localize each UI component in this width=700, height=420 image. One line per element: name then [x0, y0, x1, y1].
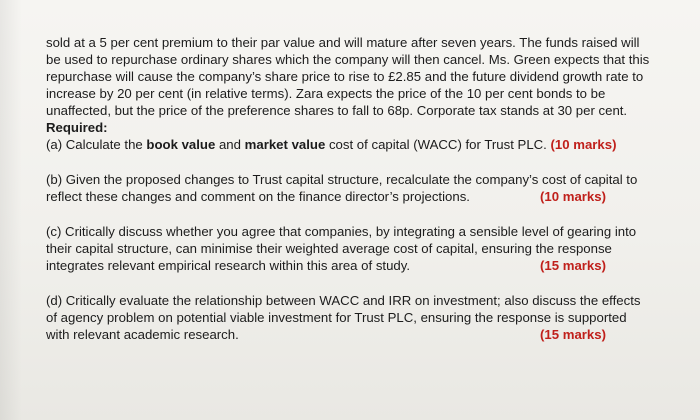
- question-d-marks: (15 marks): [540, 327, 606, 342]
- required-heading: Required:: [46, 120, 108, 135]
- intro-line: repurchase will cause the company’s share price to rise to £2.85 and the future dividend growth rate to: [46, 69, 644, 84]
- question-b-line: (b) Given the proposed changes to Trust capital structure, recalculate the company’s cost of capital to: [46, 172, 638, 187]
- question-b: [46, 171, 656, 205]
- question-d: [46, 292, 656, 343]
- intro-line: increase by 20 per cent (in relative terms). Zara expects the price of the 10 per cent bonds to be: [46, 86, 606, 101]
- intro-paragraph: [46, 34, 656, 136]
- question-d-line: (d) Critically evaluate the relationship between WACC and IRR on investment; also discuss the effects: [46, 293, 641, 308]
- question-c-line: their capital structure, can minimise their weighted average cost of capital, ensuring the response: [46, 241, 612, 256]
- question-a-marks: (10 marks): [550, 137, 617, 152]
- question-a-book-value: book value: [146, 137, 216, 152]
- intro-line: unaffected, but the price of the preference shares to fall to 68p. Corporate tax stands at 30 per cent.: [46, 103, 628, 118]
- question-d-line-wrap: [46, 326, 656, 343]
- question-d-line: of agency problem on potential viable investment for Trust PLC, ensuring the response is supported: [46, 310, 627, 325]
- question-b-line-wrap: [46, 188, 656, 205]
- page-shadow: [0, 0, 22, 420]
- question-a-market-value: market value: [244, 137, 326, 152]
- question-a-suffix: cost of capital (WACC) for Trust PLC.: [325, 137, 551, 152]
- document-body: [46, 34, 656, 343]
- question-c-line: (c) Critically discuss whether you agree that companies, by integrating a sensible level of gearing into: [46, 224, 637, 239]
- question-c-line-wrap: [46, 257, 656, 274]
- question-c-marks: (15 marks): [540, 258, 606, 273]
- question-c-line: integrates relevant empirical research within this area of study.: [46, 258, 411, 273]
- intro-line: sold at a 5 per cent premium to their par value and will mature after seven years. The funds raised will: [46, 35, 640, 50]
- intro-line: be used to repurchase ordinary shares which the company will then cancel. Ms. Green expects that this: [46, 52, 650, 67]
- question-a-prefix: (a) Calculate the: [46, 137, 147, 152]
- question-b-marks: (10 marks): [540, 189, 606, 204]
- question-a-mid: and: [215, 137, 245, 152]
- question-a: [46, 136, 656, 153]
- question-a-text: [46, 136, 656, 153]
- question-d-line: with relevant academic research.: [46, 327, 239, 342]
- question-c: [46, 223, 656, 274]
- question-b-line: reflect these changes and comment on the finance director’s projections.: [46, 189, 470, 204]
